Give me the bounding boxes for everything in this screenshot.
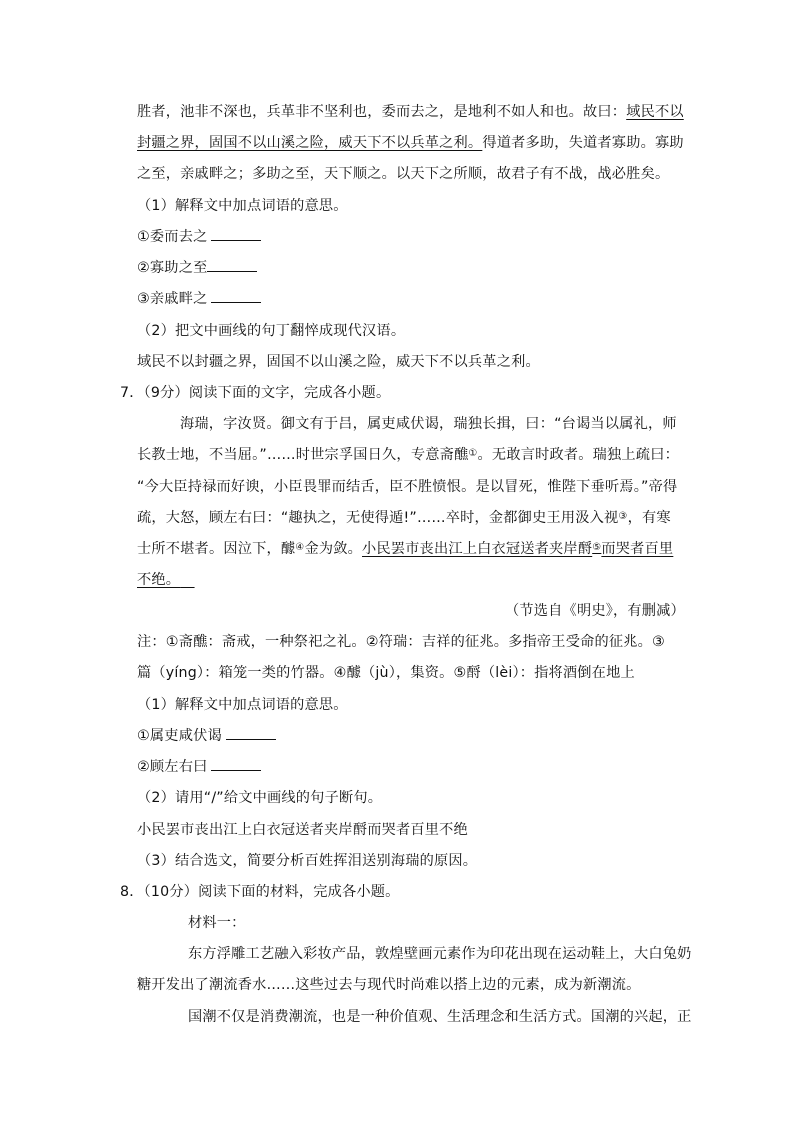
q6-item-label: ③亲戚畔之 xyxy=(137,291,208,307)
q6-passage-line-3: 之至，亲戚畔之；多助之至，天下顺之。以天下之所顺，故君子有不战，战必胜矣。 xyxy=(137,166,670,182)
q7-passage-text: ，有寒 xyxy=(627,510,671,526)
q7-notes-line-1: 注：①斋醮：斋戒，一种祭祀之礼。②符瑞：吉祥的征兆。多指帝王受命的征兆。③ xyxy=(137,634,665,650)
q6-passage-text: 得道者多助，失道者寡助。寡助 xyxy=(482,135,684,151)
q6-passage-text: 胜者，池非不深也，兵革非不坚利也，委而去之，是地利不如人和也。故曰： xyxy=(137,104,627,120)
q6-subquestion-1: （1）解释文中加点词语的意思。 xyxy=(137,198,348,214)
q6-item-label: ②寡助之至 xyxy=(137,260,208,276)
footnote-marker: ④ xyxy=(295,542,305,553)
q7-passage-text: 疏，大怒，顾左右曰：“趣执之，无使得遁!”……卒时，金都御史王用汲入视 xyxy=(137,510,619,526)
q7-passage-text: 士所不堪者。因泣下，醵 xyxy=(137,541,296,557)
q6-underlined-sentence-start: 域民不以 xyxy=(626,104,684,120)
q6-item-1 xyxy=(137,227,261,247)
q6-underlined-sentence: 封疆之界，固国不以山溪之险，威天下不以兵革之利。 xyxy=(137,135,483,151)
q7-item-1 xyxy=(137,726,276,746)
footnote-marker: ① xyxy=(468,448,478,459)
q8-passage-line-3: 国潮不仅是消费潮流，也是一种价值观、生活理念和生活方式。国潮的兴起，正 xyxy=(188,1009,692,1025)
q7-item-2 xyxy=(137,757,261,777)
answer-blank[interactable] xyxy=(226,727,276,740)
q7-passage-line-6 xyxy=(137,570,195,590)
q7-subquestion-1: （1）解释文中加点词语的意思。 xyxy=(137,697,348,713)
q7-passage-line-3: “今大臣持禄而好谀，小臣畏罪而结舌，臣不胜愤恨。是以冒死，惟陛下垂听焉。”帝得 xyxy=(137,479,678,495)
q7-underlined-sentence: 不绝。 xyxy=(137,572,181,588)
q7-passage-line-5 xyxy=(137,539,673,561)
q6-passage-line-1 xyxy=(137,102,684,122)
q7-passage-text: 长教士地，不当屈。”……时世宗孚国日久，专意斋醮 xyxy=(137,447,469,463)
q7-item-label: ①属吏咸伏谒 xyxy=(137,728,222,744)
q8-header: 8．（10分）阅读下面的材料，完成各小题。 xyxy=(120,884,400,900)
q6-subquestion-2: （2）把文中画线的句丁翻悴成现代汉语。 xyxy=(137,323,406,339)
q7-subquestion-2: （2）请用“/”给文中画线的句子断句。 xyxy=(137,790,383,806)
q7-underlined-sentence: 小民罢市丧出江上白衣冠送者夹岸酹 xyxy=(362,541,593,557)
answer-blank[interactable] xyxy=(207,259,257,272)
q7-item-label: ②顾左右曰 xyxy=(137,759,208,775)
q6-item-3 xyxy=(137,289,261,309)
footnote-marker: ⑤ xyxy=(592,542,602,553)
q8-material-label: 材料一： xyxy=(188,915,246,931)
q7-passage-line-1: 海瑞，字汝贤。御文有于吕，属吏咸伏谒，瑞独长揖，曰：“台谒当以属礼，师 xyxy=(180,416,677,432)
q7-passage-line-4 xyxy=(137,508,671,530)
q8-passage-line-1: 东方浮雕工艺融入彩妆产品，敦煌壁画元素作为印花出现在运动鞋上，大白兔奶 xyxy=(188,946,692,962)
q7-source: （节选自《明史》，有删减） xyxy=(505,603,685,619)
q7-notes-line-2: 篇（yíng）：箱笼一类的竹器。④醵（jù），集资。⑤酹（lèi）：指将酒倒在地上 xyxy=(137,665,635,681)
q7-passage-text: 金为敛。 xyxy=(304,541,362,557)
q7-underlined-sentence: 而哭者百里 xyxy=(601,541,674,557)
q7-header: 7．（9分）阅读下面的文字，完成各小题。 xyxy=(120,385,391,401)
q8-passage-line-2: 糖开发出了潮流香水……这些过去与现代时尚难以搭上边的元素，成为新潮流。 xyxy=(137,977,641,993)
q7-subquestion-3: （3）结合选文，简要分析百姓挥泪送别海瑞的原因。 xyxy=(137,853,478,869)
q6-translate-sentence: 域民不以封疆之界，固国不以山溪之险，威天下不以兵革之利。 xyxy=(137,354,540,370)
q7-passage-text: 。无敢言时政者。瑞独上疏曰： xyxy=(477,447,679,463)
answer-blank[interactable] xyxy=(211,290,261,303)
answer-blank[interactable] xyxy=(211,228,261,241)
footnote-marker: ③ xyxy=(618,511,628,522)
q6-item-2 xyxy=(137,258,257,278)
q7-passage-line-2 xyxy=(137,445,679,467)
q7-punctuate-sentence: 小民罢市丧出江上白衣冠送者夹岸酹而哭者百里不绝 xyxy=(137,822,468,838)
q6-item-label: ①委而去之 xyxy=(137,229,208,245)
q6-passage-line-2 xyxy=(137,133,684,153)
answer-blank[interactable] xyxy=(211,758,261,771)
